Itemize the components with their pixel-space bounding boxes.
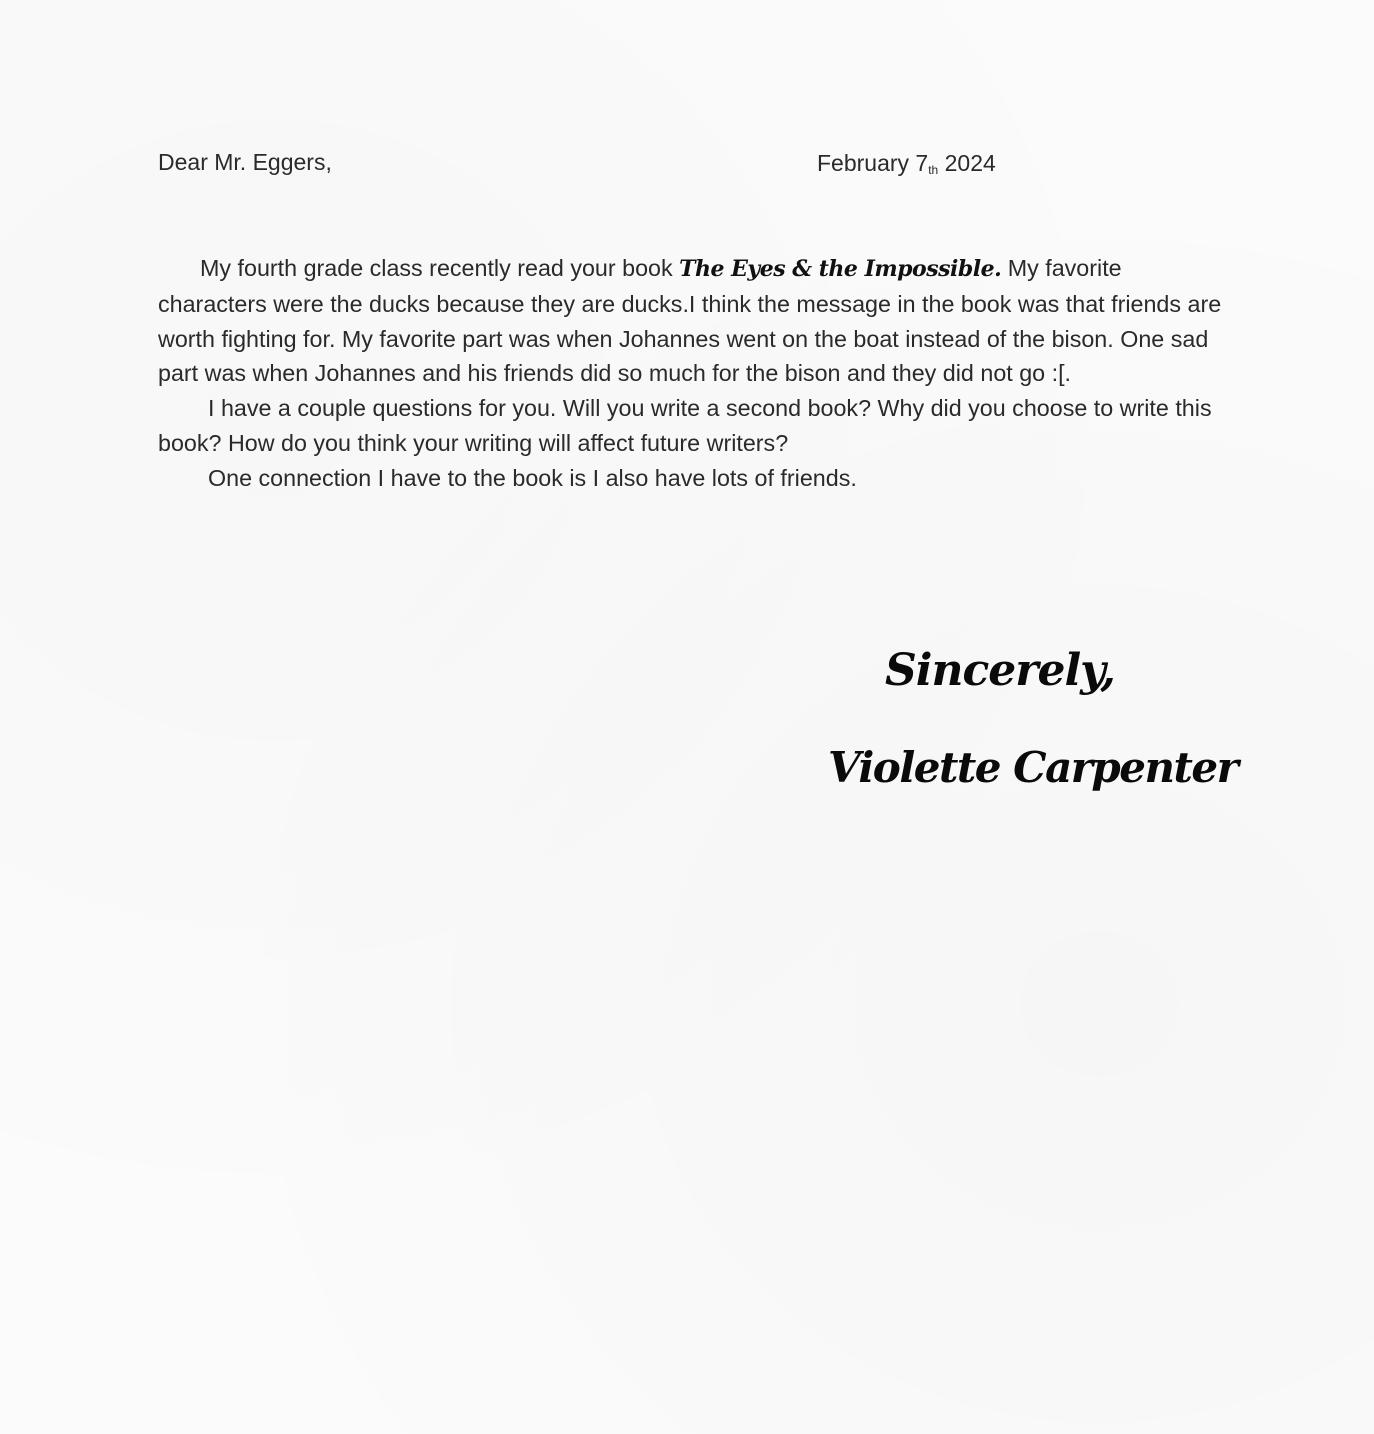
paragraph-2: I have a couple questions for you. Will you write a second book? Why did you choose to write this book? How do you think your writing will affect future writers?	[158, 395, 1212, 456]
closing: Sincerely,	[885, 645, 1115, 696]
paragraph-1	[158, 251, 1233, 391]
letter-date	[817, 148, 996, 185]
date-month-day: February 7	[817, 150, 929, 176]
paragraph-3: One connection I have to the book is I also have lots of friends.	[208, 464, 857, 491]
date-ordinal: th	[928, 163, 939, 177]
signature: Violette Carpenter	[828, 743, 1238, 792]
date-year: 2024	[938, 150, 996, 176]
paragraph-1-intro: My fourth grade class recently read your book	[200, 255, 680, 281]
book-title: The Eyes & the Impossible.	[679, 256, 1002, 282]
paragraph-1-rest: My favorite characters were the ducks because they are ducks.I think the message in the book was that friends are worth fighting for. My favorite part was when Johannes went on the boat instead of the bison. One sad part was when Johannes and his friends did so much for the bison and they did not go :[.	[158, 255, 1222, 387]
salutation: Dear Mr. Eggers,	[158, 149, 332, 175]
letter-body	[158, 251, 1233, 496]
